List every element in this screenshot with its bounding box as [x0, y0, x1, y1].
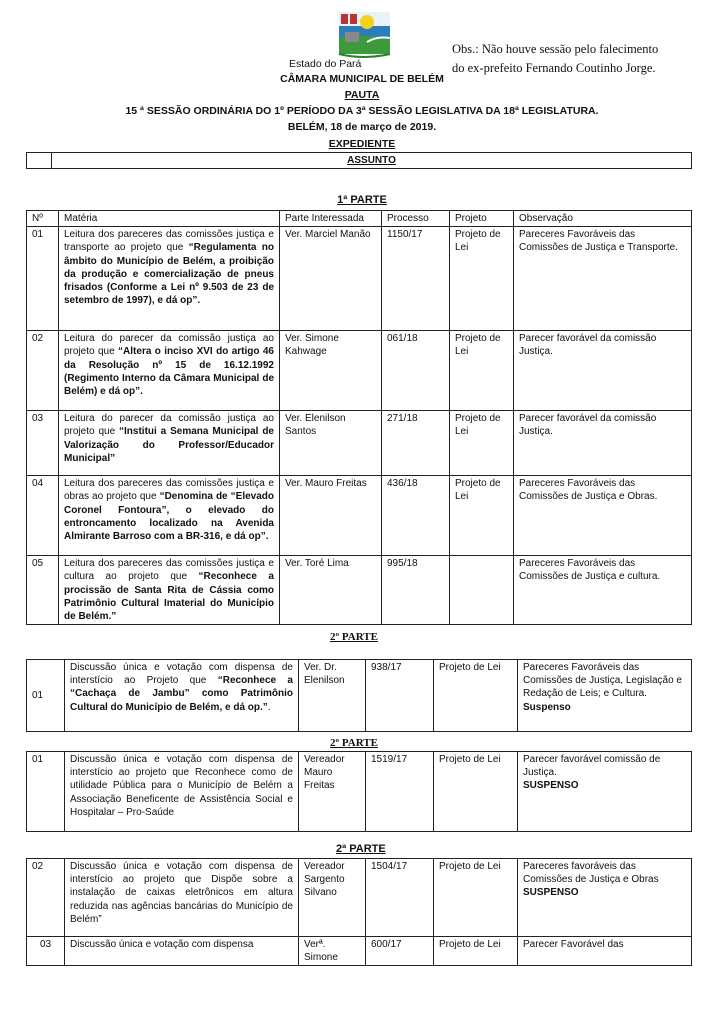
materia-text: Leitura dos pareceres das comissões justiça e cultura ao projeto que	[64, 558, 274, 583]
parte1-table	[26, 210, 692, 625]
status-badge: Suspenso	[523, 701, 571, 713]
row-processo: 061/18	[382, 331, 450, 411]
row-materia	[65, 660, 299, 732]
expediente-title: EXPEDIENTE	[328, 138, 396, 150]
row-materia: Discussão única e votação com dispensa de interstício ao projeto que Dispõe sobre a instalação de caixas eletrônicos em altura reduzida nas agências bancárias do Município de Belém”	[65, 859, 299, 937]
materia-text: Leitura do parecer da comissão justiça ao projeto que	[64, 413, 274, 438]
parte1-header-row	[27, 211, 692, 227]
table-row	[27, 556, 692, 625]
row-num: 04	[27, 476, 59, 556]
col-header-parte: Parte Interessada	[280, 211, 382, 227]
row-observacao: Parecer favorável da comissão Justiça.	[514, 331, 692, 411]
row-observacao: Parecer Favorável das	[518, 937, 692, 966]
pauta-title: PAUTA	[344, 89, 380, 101]
materia-bold-text: “Denomina de “Elevado Coronel Fontoura”, o elevado do entroncamento localizado na Avenida Almirante Barroso com a BR-316, e dá op”.	[64, 491, 274, 543]
row-observacao: Pareceres Favoráveis das Comissões de Justiça e Obras.	[514, 476, 692, 556]
observacao-text: Parecer favorável comissão de Justiça.	[523, 754, 661, 779]
materia-end-text: .	[267, 701, 271, 713]
materia-text: Leitura dos pareceres das comissões justiça e transporte ao projeto que	[64, 229, 274, 254]
coat-of-arms-icon	[337, 10, 392, 58]
status-badge: SUSPENSO	[523, 780, 579, 792]
row-projeto: Projeto de Lei	[434, 937, 518, 966]
status-badge: SUSPENSO	[523, 887, 579, 899]
row-projeto: Projeto de Lei	[450, 411, 514, 476]
row-num: 01	[27, 227, 59, 331]
row-observacao	[518, 859, 692, 937]
row-num: 01	[27, 752, 65, 832]
row-materia: Discussão única e votação com dispensa	[65, 937, 299, 966]
row-parte: Vereador Mauro Freitas	[299, 752, 366, 832]
row-processo: 938/17	[366, 660, 434, 732]
row-materia: Discussão única e votação com dispensa de interstício ao projeto que Reconhece como de utilidade Pública para o Município de Belém a Associação Beneficente de Assistência Social e Hospitalar – Pro-Saúde	[65, 752, 299, 832]
parte2c-title: 2ª PARTE	[336, 843, 386, 855]
assunto-label: ASSUNTO	[347, 155, 396, 166]
parte1-title: 1ª PARTE	[337, 194, 387, 206]
observacao-text: Pareceres Favoráveis das Comissões de Justiça, Legislação e Redação de Leis; e Cultura.	[523, 662, 682, 700]
camara-title: CÂMARA MUNICIPAL DE BELÉM	[280, 73, 444, 85]
row-parte: Verª. Simone	[299, 937, 366, 966]
materia-bold-text: “Reconhece a “Cachaça de Jambu” como Patrimônio Cultural do Município de Belém, e dá op.”	[70, 675, 293, 713]
row-num: 02	[27, 331, 59, 411]
row-processo: 1519/17	[366, 752, 434, 832]
col-header-observacao: Observação	[514, 211, 692, 227]
row-projeto: Projeto de Lei	[434, 660, 518, 732]
row-num: 03	[27, 411, 59, 476]
row-num: 03	[27, 937, 65, 966]
materia-bold-text: “Altera o inciso XVI do artigo 46 da Resolução nº 15 de 16.12.1992 (Regimento Interno da Câmara Municipal de Belém) e dá op”.	[64, 346, 274, 398]
col-header-processo: Processo	[382, 211, 450, 227]
table-row	[27, 227, 692, 331]
table-row	[27, 937, 692, 966]
parte2b-table	[26, 751, 692, 832]
parte2a-title: 2º PARTE	[330, 631, 378, 643]
row-projeto: Projeto de Lei	[434, 859, 518, 937]
row-parte: Ver. Mauro Freitas	[280, 476, 382, 556]
row-num: 01	[27, 660, 65, 732]
table-row	[27, 752, 692, 832]
row-materia	[59, 411, 280, 476]
materia-text: Leitura dos pareceres das comissões justiça e obras ao projeto que	[64, 478, 274, 503]
row-materia	[59, 556, 280, 625]
row-observacao: Parecer favorável da comissão Justiça.	[514, 411, 692, 476]
table-row	[27, 660, 692, 732]
parte2b-title: 2º PARTE	[330, 737, 378, 749]
assunto-cell	[52, 153, 692, 169]
row-observacao: Pareceres Favoráveis das Comissões de Justiça e Transporte.	[514, 227, 692, 331]
row-processo: 271/18	[382, 411, 450, 476]
row-parte: Ver. Marciel Manão	[280, 227, 382, 331]
row-materia	[59, 476, 280, 556]
table-row	[27, 476, 692, 556]
materia-bold-text: “Institui a Semana Municipal de Valorização do Professor/Educador Municipal”	[64, 426, 274, 464]
col-header-materia: Matéria	[59, 211, 280, 227]
row-parte: Ver. Elenilson Santos	[280, 411, 382, 476]
row-parte: Ver. Toré Lima	[280, 556, 382, 625]
estado-label: Estado do Pará	[289, 58, 362, 70]
materia-text: Discussão única e votação com dispensa de interstício ao Projeto que	[70, 662, 293, 687]
row-processo: 600/17	[366, 937, 434, 966]
row-materia	[59, 331, 280, 411]
obs-line-1: Obs.: Não houve sessão pelo falecimento	[452, 42, 659, 56]
assunto-blank-cell	[27, 153, 52, 169]
table-row	[27, 411, 692, 476]
row-processo: 995/18	[382, 556, 450, 625]
row-parte: Ver. Simone Kahwage	[280, 331, 382, 411]
row-parte: Ver. Dr. Elenilson	[299, 660, 366, 732]
obs-line-2: do ex-prefeito Fernando Coutinho Jorge.	[452, 61, 656, 75]
row-processo: 436/18	[382, 476, 450, 556]
table-row	[27, 331, 692, 411]
materia-text: Leitura do parecer da comissão justiça ao projeto que	[64, 333, 274, 358]
row-processo: 1504/17	[366, 859, 434, 937]
row-observacao: Pareceres Favoráveis das Comissões de Justiça e cultura.	[514, 556, 692, 625]
belem-coat-of-arms-logo	[337, 10, 392, 58]
observacao-text: Pareceres favoráveis das Comissões de Justiça e Obras	[523, 861, 659, 886]
session-date: BELÉM, 18 de março de 2019.	[287, 121, 437, 133]
table-row	[27, 859, 692, 937]
assunto-table	[26, 152, 692, 169]
row-num: 05	[27, 556, 59, 625]
row-projeto	[450, 556, 514, 625]
row-observacao	[518, 660, 692, 732]
row-projeto: Projeto de Lei	[434, 752, 518, 832]
col-header-num: Nº	[27, 211, 59, 227]
row-num: 02	[27, 859, 65, 937]
parte2c-table	[26, 858, 692, 966]
row-processo: 1150/17	[382, 227, 450, 331]
session-title: 15 ª SESSÃO ORDINÁRIA DO 1º PERÍODO DA 3ª SESSÃO LEGISLATIVA DA 18ª LEGISLATURA.	[125, 105, 599, 117]
materia-bold-text: “Reconhece a procissão de Santa Rita de Cássia como Patrimônio Cultural Imaterial do Município de Belém.”	[64, 571, 274, 623]
parte2a-table	[26, 659, 692, 732]
row-observacao	[518, 752, 692, 832]
row-parte: Vereador Sargento Silvano	[299, 859, 366, 937]
row-projeto: Projeto de Lei	[450, 476, 514, 556]
row-materia	[59, 227, 280, 331]
col-header-projeto: Projeto	[450, 211, 514, 227]
row-projeto: Projeto de Lei	[450, 227, 514, 331]
materia-bold-text: “Regulamenta no âmbito do Município de Belém, a proibição da produção e comercialização de pneus frisados (Conforme a Lei nº 9.503 de 23 de setembro de 1997), e dá op”.	[64, 242, 274, 307]
row-projeto: Projeto de Lei	[450, 331, 514, 411]
